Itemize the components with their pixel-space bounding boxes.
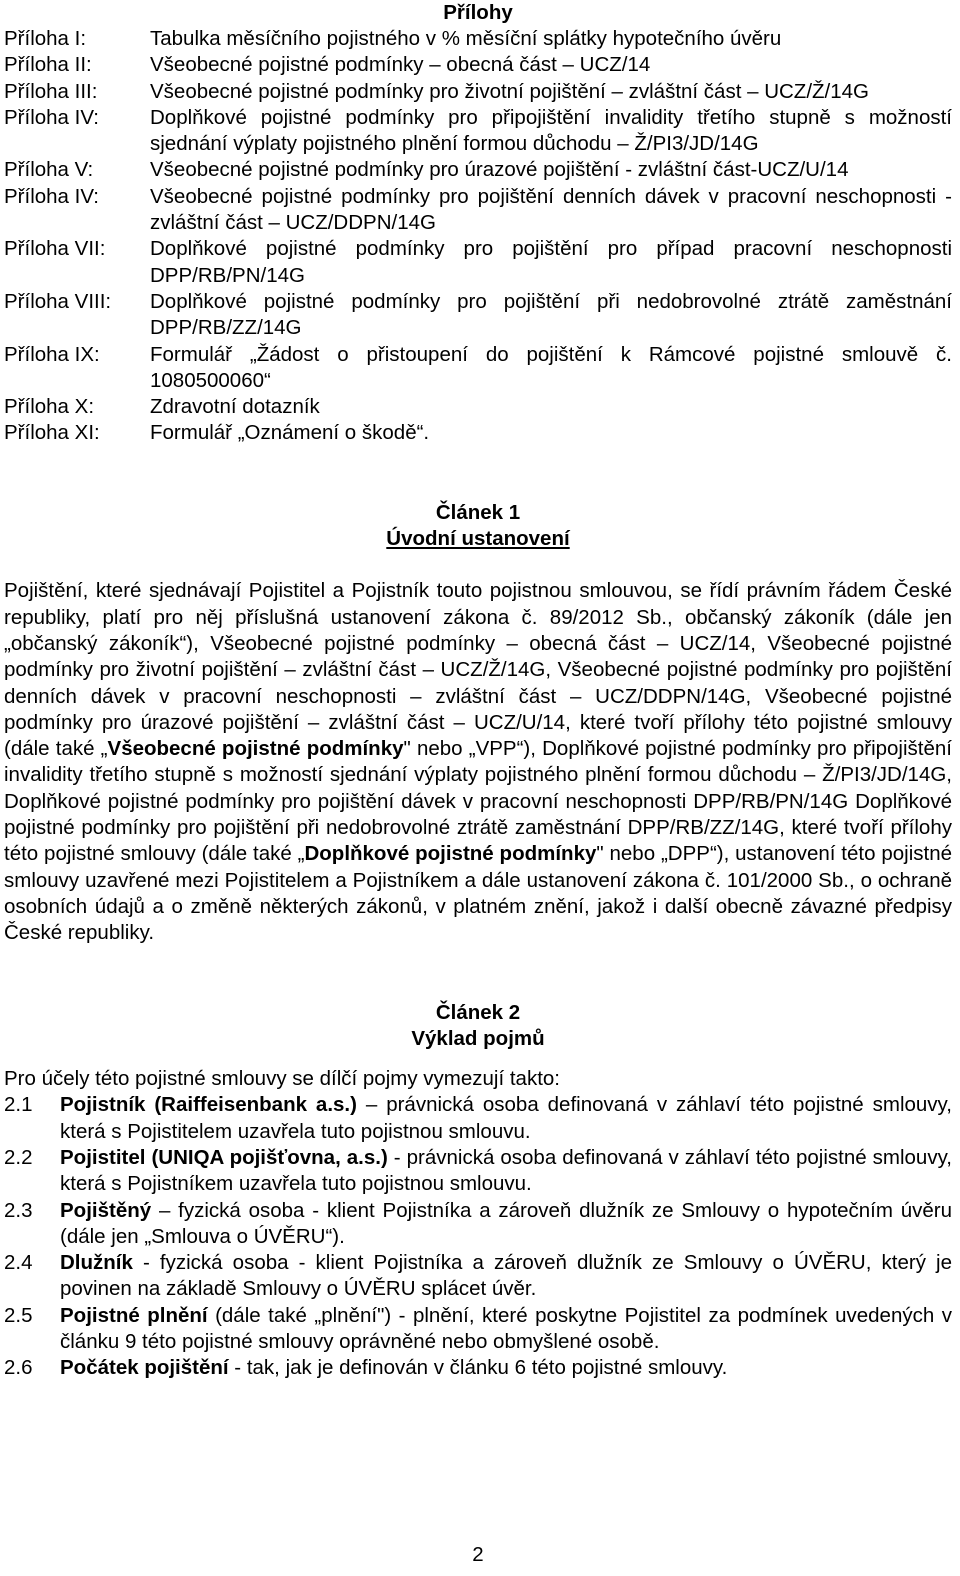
annex-row — [4, 52, 952, 78]
article-title: Výklad pojmů — [411, 1026, 545, 1050]
definition-number: 2.3 — [4, 1198, 33, 1222]
annex-row — [4, 105, 952, 158]
definition-text: - právnická osoba definovaná v záhlaví této pojistné smlouvy, která s Pojistníkem uzavřela tuto pojistnou smlouvu. — [60, 1145, 952, 1196]
definition-number: 2.6 — [4, 1356, 33, 1380]
annex-row — [4, 394, 952, 420]
annex-text: Doplňkové pojistné podmínky pro pojištění při nedobrovolné ztrátě zaměstnání DPP/RB/ZZ/14G — [150, 289, 952, 340]
article-number: Článek 1 — [435, 500, 521, 524]
annex-label: Příloha IV: — [4, 105, 99, 129]
definition-text: – právnická osoba definovaná v záhlaví této pojistné smlouvy, která s Pojistitelem uzavřela tuto pojistnou smlouvu. — [60, 1093, 952, 1143]
paragraph-text: Pojištění, které sjednávají Pojistitel a Pojistník touto pojistnou smlouvou, se řídí právním řádem České republiky, platí pro něj příslušná ustanovení zákona č. 89/2012 Sb., občanský zákoník (dále jen „občanský zákoník“), Všeobecné pojistné podmínky – obecná část – UCZ/14, Všeobecné pojistné podmínky pro životní pojištění – zvláštní část – UCZ/Ž/14G, Všeobecné pojistné podmínky pro pojištění denních dávek v pracovní neschopnosti – zvláštní část – UCZ/DDPN/14G, Všeobecné pojistné podmínky pro úrazové pojištění – zvláštní část – UCZ/U/14, které tvoří přílohy této pojistné smlouvy (dále také „ — [4, 579, 952, 761]
article-number: Článek 2 — [435, 1000, 521, 1024]
definition-term: Pojistitel (UNIQA pojišťovna, a.s.) — [60, 1145, 388, 1169]
annex-label: Příloha XI: — [4, 421, 100, 445]
article-2-intro: Pro účely této pojistné smlouvy se dílčí pojmy vymezují takto: — [4, 1067, 561, 1091]
definition-item — [4, 1303, 952, 1356]
annex-row — [4, 236, 952, 289]
annex-text: Všeobecné pojistné podmínky pro životní pojištění – zvláštní část – UCZ/Ž/14G — [150, 79, 869, 103]
definition-item — [4, 1145, 952, 1198]
definition-number: 2.1 — [4, 1093, 33, 1117]
page-number: 2 — [472, 1543, 484, 1566]
annex-text: Tabulka měsíčního pojistného v % měsíční splátky hypotečního úvěru — [150, 27, 782, 50]
annex-text: Doplňkové pojistné podmínky pro připojištění invalidity třetího stupně s možností sjednání výplaty pojistného plnění formou důchodu – Ž/PI3/JD/14G — [150, 105, 952, 156]
annex-row — [4, 184, 952, 237]
annex-row — [4, 26, 952, 52]
definition-text: (dále také „plnění") - plnění, které poskytne Pojistitel za podmínek uvedených v článku 9 této pojistné smlouvy oprávněné nebo obmyšlené osobě. — [60, 1303, 952, 1354]
annex-text: Formulář „Žádost o přistoupení do pojištění k Rámcové pojistné smlouvě č. 1080500060“ — [150, 342, 952, 392]
definition-text: - tak, jak je definován v článku 6 této pojistné smlouvy. — [228, 1356, 728, 1380]
definition-item — [4, 1092, 952, 1145]
article-1-paragraph — [4, 578, 952, 946]
annex-label: Příloha VIII: — [4, 289, 112, 313]
annex-row — [4, 342, 952, 395]
annex-label: Příloha X: — [4, 395, 95, 419]
defined-term: Všeobecné pojistné podmínky — [107, 737, 404, 761]
annex-label: Příloha IV: — [4, 184, 99, 208]
annex-label: Příloha I: — [4, 27, 87, 50]
annex-label: Příloha VII: — [4, 237, 106, 261]
annex-label: Příloha V: — [4, 158, 94, 182]
annex-label: Příloha IX: — [4, 342, 100, 366]
annexes-title: Přílohy — [443, 1, 513, 24]
document-page — [4, 0, 952, 1382]
definition-term: Pojistné plnění — [60, 1303, 208, 1327]
definition-term: Počátek pojištění — [60, 1356, 229, 1380]
annex-list — [4, 26, 952, 447]
annex-text: Všeobecné pojistné podmínky pro úrazové pojištění - zvláštní část-UCZ/U/14 — [150, 158, 849, 182]
annex-text: Zdravotní dotazník — [150, 395, 320, 419]
article-2-heading — [4, 1000, 952, 1053]
definition-number: 2.2 — [4, 1145, 33, 1169]
definition-number: 2.5 — [4, 1303, 33, 1327]
annex-text: Doplňkové pojistné podmínky pro pojištění pro případ pracovní neschopnosti DPP/RB/PN/14G — [150, 237, 952, 287]
definition-text: – fyzická osoba - klient Pojistníka a zároveň dlužník ze Smlouvy o hypotečním úvěru (dále jen „Smlouva o ÚVĚRU“). — [60, 1198, 952, 1248]
annex-row — [4, 420, 952, 446]
definition-number: 2.4 — [4, 1251, 33, 1275]
annex-row — [4, 79, 952, 105]
annex-row — [4, 289, 952, 342]
definition-item — [4, 1250, 952, 1303]
defined-term: Doplňkové pojistné podmínky — [304, 842, 597, 866]
definition-item — [4, 1355, 952, 1381]
annex-row — [4, 157, 952, 183]
definition-term: Pojištěný — [60, 1198, 152, 1222]
definition-list — [4, 1092, 952, 1381]
definition-text: - fyzická osoba - klient Pojistníka a zároveň dlužník ze Smlouvy o ÚVĚRU, který je povinen na základě Smlouvy o ÚVĚRU splácet úvěr. — [60, 1251, 952, 1301]
annex-text: Všeobecné pojistné podmínky – obecná část – UCZ/14 — [150, 53, 651, 77]
annex-text: Všeobecné pojistné podmínky pro pojištění denních dávek v pracovní neschopnosti - zvláštní část – UCZ/DDPN/14G — [150, 184, 952, 235]
paragraph-text: " nebo „DPP“), ustanovení této pojistné smlouvy uzavřené mezi Pojistitelem a Pojistníkem a dále ustanovení zákona č. 101/2000 Sb., o ochraně osobních údajů a o změně některých zákonů, v platném znění, jakož i další obecně závazné předpisy České republiky. — [4, 842, 952, 945]
annex-text: Formulář „Oznámení o škodě“. — [150, 421, 430, 445]
annex-label: Příloha III: — [4, 79, 98, 103]
definition-item — [4, 1198, 952, 1251]
article-1-heading — [4, 500, 952, 553]
article-title: Úvodní ustanovení — [386, 527, 570, 551]
paragraph-text: " nebo „VPP“), Doplňkové pojistné podmínky pro připojištění invalidity třetího stupně s možností sjednání výplaty pojistného plnění formou důchodu – Ž/PI3/JD/14G, Doplňkové pojistné podmínky pro pojištění dávek v pracovní neschopnosti DPP/RB/PN/14G Doplňkové pojistné podmínky pro pojištění při nedobrovolné ztrátě zaměstnání DPP/RB/ZZ/14G, které tvoří přílohy této pojistné smlouvy (dále také „ — [4, 737, 952, 866]
definition-term: Dlužník — [60, 1251, 133, 1275]
annex-label: Příloha II: — [4, 53, 92, 77]
definition-term: Pojistník (Raiffeisenbank a.s.) — [60, 1093, 357, 1117]
